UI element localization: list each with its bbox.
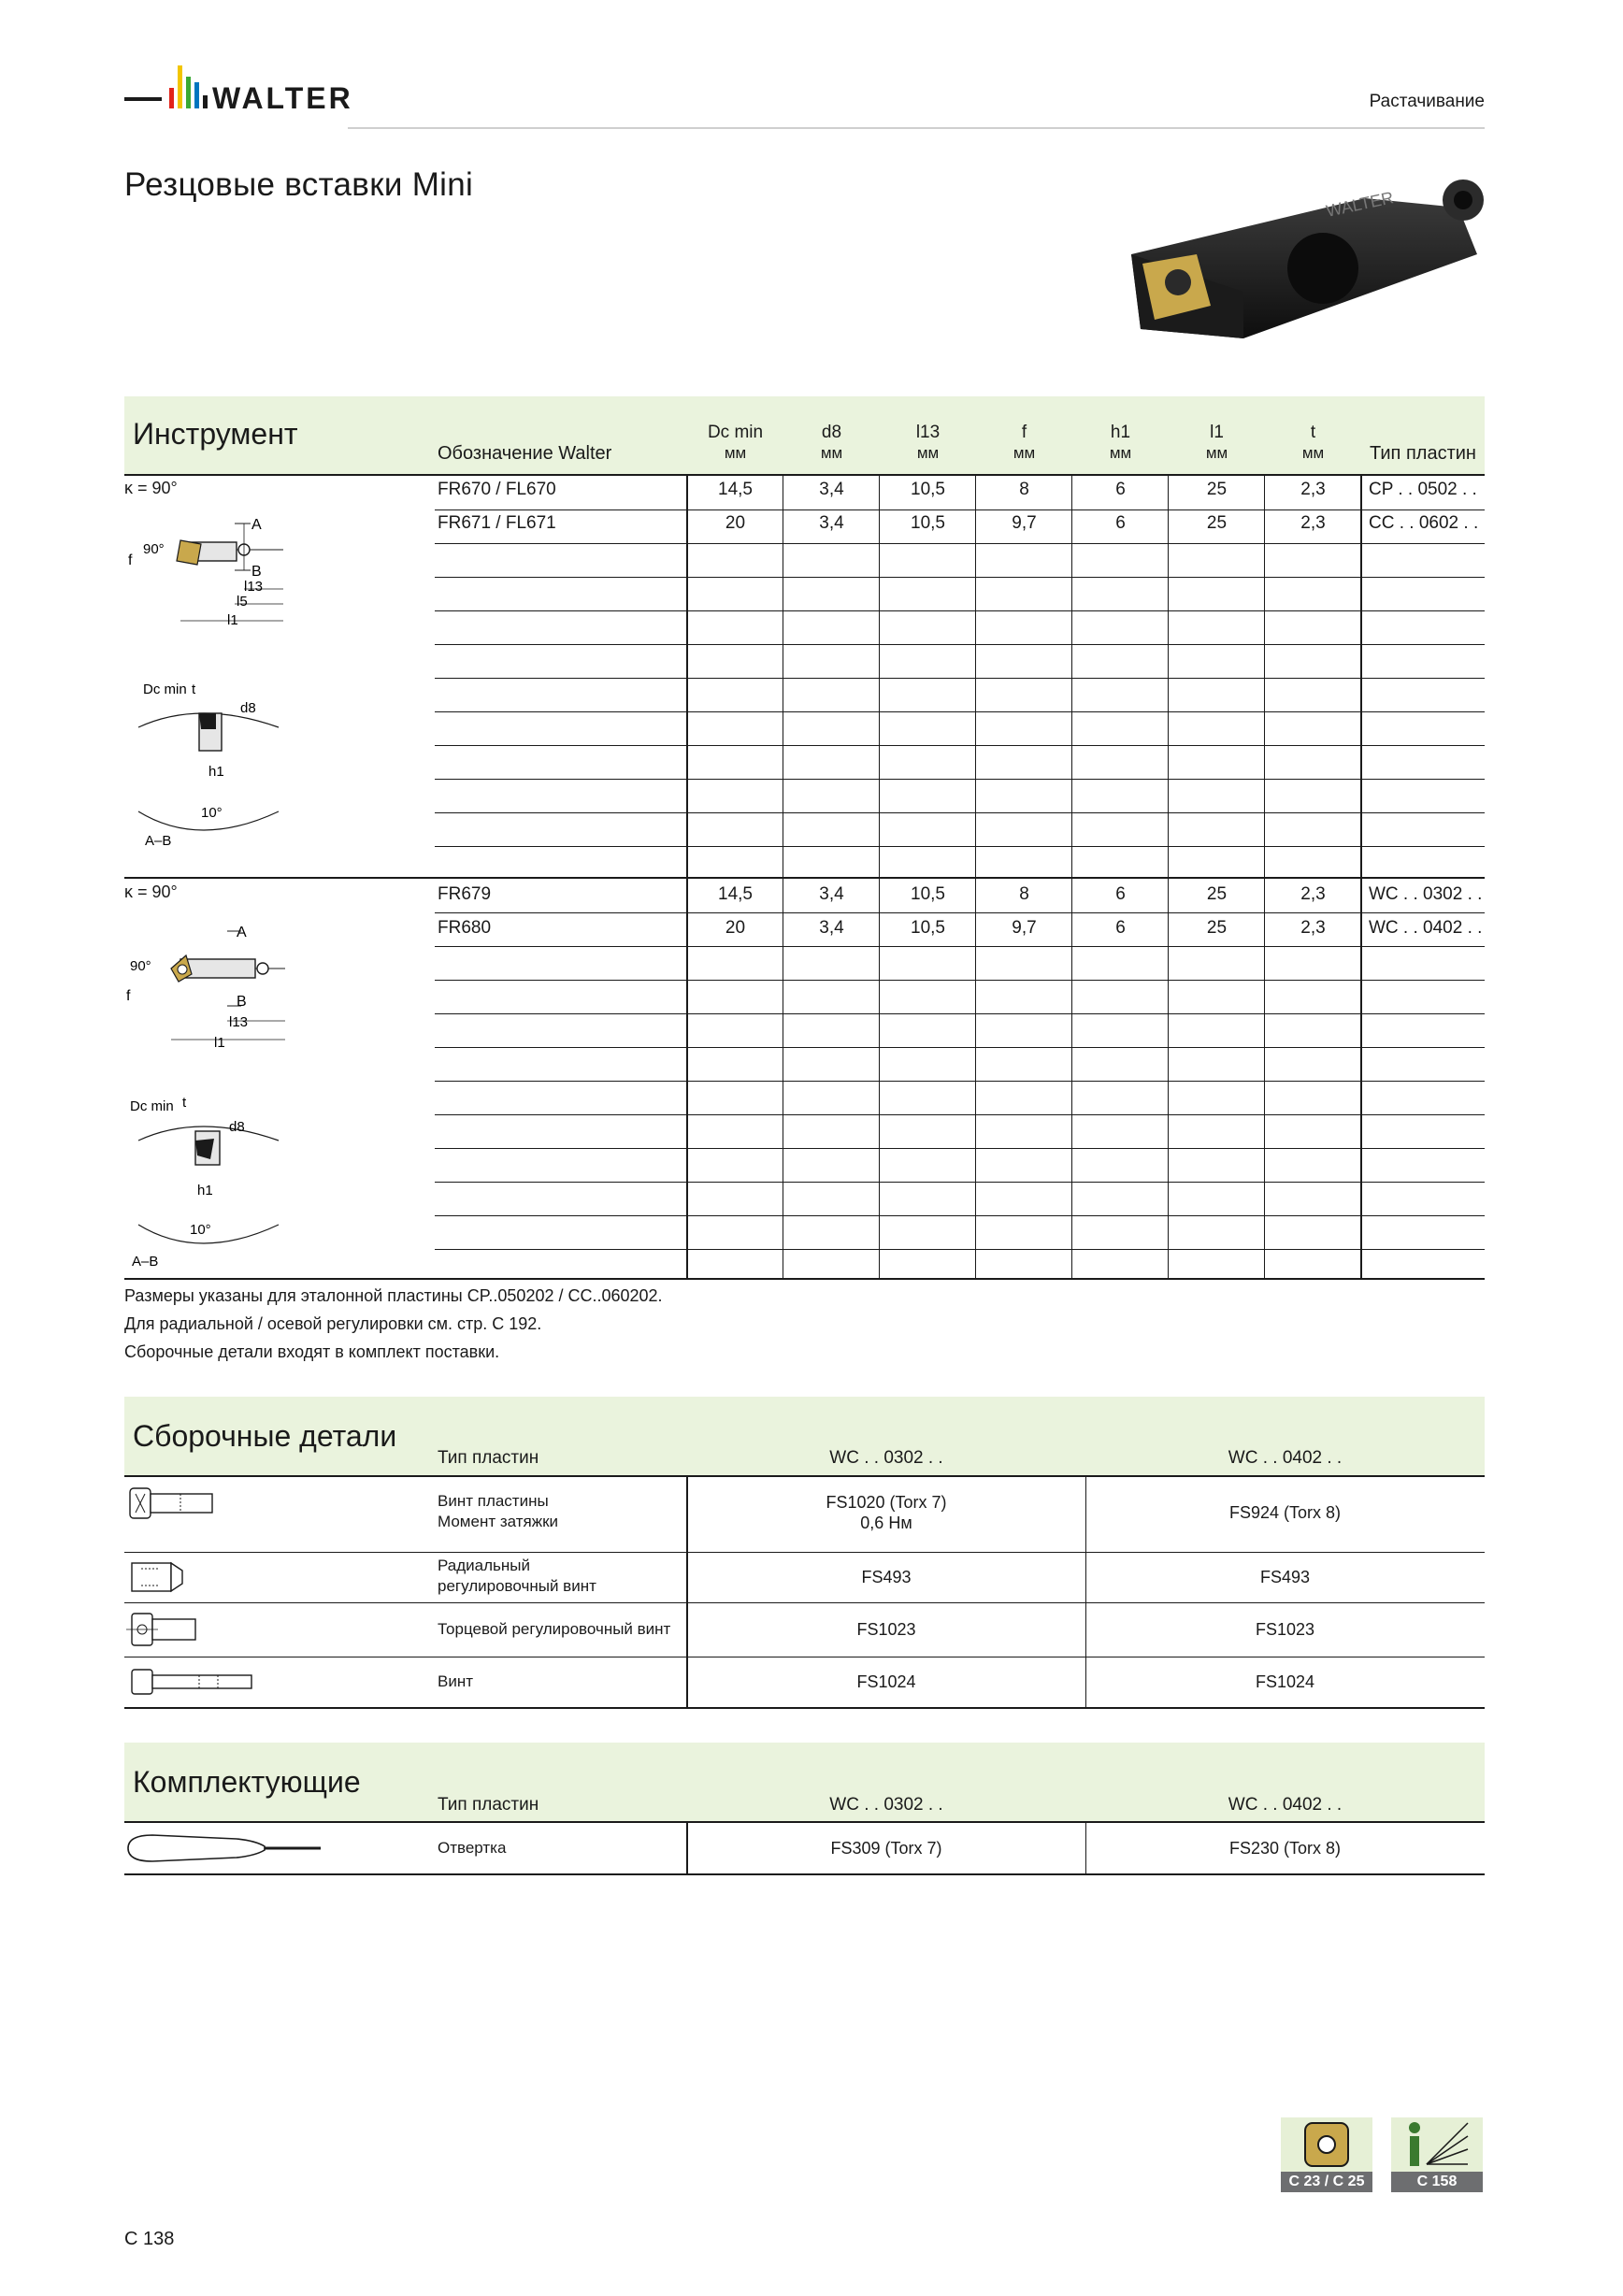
column-header-d8-unit: мм <box>820 444 843 462</box>
assembly-row1-col2: FS924 (Torx 8) <box>1228 1503 1342 1522</box>
group1-row1-insert: CP . . 0502 . . <box>1369 480 1477 499</box>
assembly-row3-col2: FS1023 <box>1255 1620 1315 1639</box>
table-row-divider <box>435 678 1485 679</box>
accessories-row1-label: Отвертка <box>438 1839 507 1857</box>
accessories-col2-header: WC . . 0402 . . <box>1228 1795 1343 1815</box>
table-col-divider <box>1360 879 1362 1278</box>
table-row-divider <box>435 543 1485 544</box>
accessories-top-rule <box>124 1821 1485 1823</box>
group2-row1-l13: 10,5 <box>911 884 945 904</box>
table-row-divider <box>435 1013 1485 1014</box>
assembly-insert-header: Тип пластин <box>438 1448 539 1468</box>
group2-label-h1: h1 <box>197 1183 213 1198</box>
table-row-divider <box>435 1215 1485 1216</box>
table-col-divider <box>686 879 688 1278</box>
group2-row1-insert: WC . . 0302 . . <box>1369 884 1483 904</box>
group1-row2-l13: 10,5 <box>911 513 945 533</box>
product-photo <box>1084 142 1496 423</box>
column-header-t-name: t <box>1310 423 1316 442</box>
group2-row2-d8: 3,4 <box>819 918 844 938</box>
tool-table-bottom-rule <box>124 1278 1485 1280</box>
column-header-h1-unit: мм <box>1109 444 1132 462</box>
table-col-divider <box>1071 879 1072 1278</box>
column-header-t-unit: мм <box>1301 444 1325 462</box>
table-row-divider <box>435 1249 1485 1250</box>
group2-row1-dc-min: 14,5 <box>718 884 753 904</box>
table-col-divider <box>879 879 880 1278</box>
group1-label-l5: l5 <box>237 594 248 610</box>
assembly-row2-label-line1: Радиальный <box>438 1557 530 1574</box>
column-header-h1 <box>1072 423 1169 464</box>
group1-section-drawing <box>124 671 293 858</box>
group2-row2-insert: WC . . 0402 . . <box>1369 918 1483 938</box>
assembly-row3-col1: FS1023 <box>856 1620 916 1639</box>
group1-row2-f: 9,7 <box>1012 513 1037 533</box>
table-row-divider <box>435 779 1485 780</box>
group1-row1-h1: 6 <box>1115 480 1126 499</box>
column-header-f-unit: мм <box>1013 444 1036 462</box>
assembly-row-divider <box>124 1552 1485 1553</box>
column-header-dc-min-name: Dc min <box>707 423 764 442</box>
assembly-bottom-rule <box>124 1707 1485 1709</box>
column-header-dc-min <box>687 423 783 464</box>
group1-top-view-drawing <box>124 512 293 643</box>
column-header-dc-min-unit: мм <box>724 444 747 462</box>
axial-adjust-screw-icon <box>124 1608 227 1651</box>
tool-table-top-rule <box>124 474 1485 476</box>
table-row-divider <box>435 644 1485 645</box>
assembly-row1-label-line1: Винт пластины <box>438 1492 549 1510</box>
insert-grade-icon <box>1281 2117 1372 2172</box>
table-col-divider <box>1264 879 1265 1278</box>
assembly-col2-header: WC . . 0402 . . <box>1228 1448 1343 1468</box>
table-col-divider <box>1168 476 1169 877</box>
assembly-row4-col2: FS1024 <box>1255 1672 1315 1691</box>
group2-label-d8: d8 <box>229 1119 245 1135</box>
assembly-row1-label-line2: Момент затяжки <box>438 1513 559 1530</box>
column-header-h1-name: h1 <box>1110 423 1131 442</box>
assembly-parts-title: Сборочные детали <box>133 1419 397 1453</box>
group2-row1-f: 8 <box>1019 884 1029 904</box>
group2-row2-h1: 6 <box>1115 918 1126 938</box>
table-row-divider <box>435 912 1485 913</box>
insert-screw-icon <box>124 1483 227 1524</box>
group2-label-angle90: 90° <box>130 958 151 974</box>
group2-row2-t: 2,3 <box>1300 918 1326 938</box>
designation-header: Обозначение Walter <box>438 443 612 464</box>
table-row-divider <box>435 1114 1485 1115</box>
group1-kappa: κ = 90° <box>124 479 178 497</box>
assembly-row-divider <box>124 1602 1485 1603</box>
table-col-divider <box>686 476 688 877</box>
group1-row1-dc-min: 14,5 <box>718 480 753 499</box>
table-row-divider <box>435 980 1485 981</box>
group1-label-f: f <box>128 552 133 568</box>
brand-wordmark: WALTER <box>212 81 353 115</box>
group1-row1-t: 2,3 <box>1300 480 1326 499</box>
group1-label-b: B <box>251 564 262 580</box>
insert-grade-badge-label: C 23 / C 25 <box>1281 2172 1372 2192</box>
group2-label-dc-min: Dc min <box>130 1098 174 1114</box>
insert-grade-badge[interactable] <box>1281 2117 1372 2192</box>
group-separator-rule <box>124 877 1485 879</box>
group1-section-label: A–B <box>145 833 172 849</box>
screwdriver-icon <box>124 1828 330 1869</box>
table-row-divider <box>435 1047 1485 1048</box>
insert-type-header: Тип пластин <box>1370 443 1476 464</box>
assembly-row2-label-line2: регулировочный винт <box>438 1577 596 1595</box>
accessories-col1-header: WC . . 0302 . . <box>829 1795 943 1815</box>
header-rule <box>348 127 1485 129</box>
tool-table-title: Инструмент <box>133 417 298 451</box>
group2-label-l13: l13 <box>229 1014 249 1030</box>
table-col-divider <box>879 476 880 877</box>
column-header-l1-name: l1 <box>1210 423 1224 442</box>
group1-label-angle10: 10° <box>201 805 223 821</box>
table-row-divider <box>435 846 1485 847</box>
column-header-l1-unit: мм <box>1205 444 1228 462</box>
note-2: Для радиальной / осевой регулировки см. стр. C 192. <box>124 1314 542 1333</box>
column-header-f <box>976 423 1072 464</box>
svg-text:WALTER: WALTER <box>1324 188 1396 221</box>
column-header-t <box>1265 423 1361 464</box>
group1-label-h1: h1 <box>208 764 224 780</box>
accessories-row1-col1: FS309 (Torx 7) <box>830 1839 942 1858</box>
column-header-l1 <box>1169 423 1265 464</box>
group2-row1-l1: 25 <box>1206 884 1228 904</box>
assembly-row4-label: Винт <box>438 1672 474 1690</box>
group1-row2-insert: CC . . 0602 . . <box>1369 513 1479 533</box>
group2-row1-designation: FR679 <box>438 884 492 904</box>
column-header-l13 <box>880 423 976 464</box>
group2-label-b: B <box>237 994 247 1010</box>
group2-label-l1: l1 <box>214 1035 225 1051</box>
group1-label-d8: d8 <box>240 700 256 716</box>
column-header-d8 <box>783 423 880 464</box>
group2-row1-d8: 3,4 <box>819 884 844 904</box>
assembly-row4-col1: FS1024 <box>856 1672 916 1691</box>
table-col-divider <box>975 879 976 1278</box>
group1-row1-d8: 3,4 <box>819 480 844 499</box>
group1-row2-d8: 3,4 <box>819 513 844 533</box>
group2-kappa: κ = 90° <box>124 883 178 901</box>
table-col-divider <box>975 476 976 877</box>
group2-row1-t: 2,3 <box>1300 884 1326 904</box>
group1-row2-l1: 25 <box>1206 513 1228 533</box>
section-label: Растачивание <box>1369 92 1485 111</box>
column-header-d8-name: d8 <box>821 423 842 442</box>
table-col-divider <box>1071 476 1072 877</box>
group1-row1-f: 8 <box>1019 480 1029 499</box>
assembly-top-rule <box>124 1475 1485 1477</box>
group2-section-label: A–B <box>132 1254 159 1270</box>
table-row-divider <box>435 711 1485 712</box>
group2-label-t: t <box>182 1095 187 1111</box>
info-badge-label: C 158 <box>1391 2172 1483 2192</box>
table-row-divider <box>435 1081 1485 1082</box>
group2-row2-l1: 25 <box>1206 918 1228 938</box>
table-row-divider <box>435 610 1485 611</box>
accessories-row1-col2: FS230 (Torx 8) <box>1228 1839 1342 1858</box>
group2-row2-designation: FR680 <box>438 918 492 938</box>
table-row-divider <box>435 509 1485 510</box>
table-col-divider <box>1264 476 1265 877</box>
table-col-divider <box>1360 476 1362 877</box>
group1-row1-designation: FR670 / FL670 <box>438 480 556 499</box>
note-3: Сборочные детали входят в комплект поставки. <box>124 1342 500 1361</box>
table-row-divider <box>435 577 1485 578</box>
assembly-row3-label: Торцевой регулировочный винт <box>438 1620 671 1638</box>
table-row-divider <box>435 812 1485 813</box>
group2-label-f: f <box>126 988 131 1004</box>
assembly-row1-col1-line1: FS1020 (Torx 7) <box>826 1493 947 1512</box>
group1-label-l13: l13 <box>244 579 264 595</box>
group2-row2-f: 9,7 <box>1012 918 1037 938</box>
group2-top-view-drawing <box>124 916 293 1056</box>
column-header-f-name: f <box>1021 423 1027 442</box>
column-header-l13-unit: мм <box>916 444 940 462</box>
accessories-bottom-rule <box>124 1873 1485 1875</box>
group1-row1-l1: 25 <box>1206 480 1228 499</box>
group2-label-angle10: 10° <box>190 1222 211 1238</box>
table-row-divider <box>435 745 1485 746</box>
screw-icon <box>124 1660 265 1703</box>
group2-row1-h1: 6 <box>1115 884 1126 904</box>
group2-label-a: A <box>237 925 247 940</box>
assembly-row2-col1: FS493 <box>861 1568 912 1586</box>
column-header-l13-name: l13 <box>915 423 941 442</box>
group1-label-t: t <box>192 682 196 697</box>
assembly-row2-col2: FS493 <box>1259 1568 1311 1586</box>
group1-label-a: A <box>251 517 262 533</box>
group1-row1-l13: 10,5 <box>911 480 945 499</box>
group1-label-angle90: 90° <box>143 541 165 557</box>
table-row-divider <box>435 946 1485 947</box>
page-title: Резцовые вставки Mini <box>124 166 474 203</box>
group1-label-l1: l1 <box>227 612 238 628</box>
group2-row2-dc-min: 20 <box>725 918 746 938</box>
info-badge[interactable] <box>1391 2117 1483 2192</box>
assembly-col1-header: WC . . 0302 . . <box>829 1448 943 1468</box>
table-row-divider <box>435 1182 1485 1183</box>
note-1: Размеры указаны для эталонной пластины CP..050202 / CC..060202. <box>124 1286 663 1305</box>
group2-section-drawing <box>124 1084 293 1271</box>
group1-row2-t: 2,3 <box>1300 513 1326 533</box>
page-number: C 138 <box>124 2229 175 2249</box>
accessories-insert-header: Тип пластин <box>438 1795 539 1815</box>
group1-row2-dc-min: 20 <box>725 513 746 533</box>
info-icon <box>1391 2117 1483 2172</box>
walter-logo <box>124 62 405 122</box>
group1-row2-designation: FR671 / FL671 <box>438 513 556 533</box>
assembly-row1-col1-line2: 0,6 Нм <box>860 1514 912 1532</box>
group1-label-dc-min: Dc min <box>143 682 187 697</box>
accessories-title: Комплектующие <box>133 1765 361 1799</box>
group1-row2-h1: 6 <box>1115 513 1126 533</box>
group2-row2-l13: 10,5 <box>911 918 945 938</box>
table-row-divider <box>435 1148 1485 1149</box>
table-col-divider <box>1168 879 1169 1278</box>
radial-adjust-screw-icon <box>124 1556 227 1599</box>
